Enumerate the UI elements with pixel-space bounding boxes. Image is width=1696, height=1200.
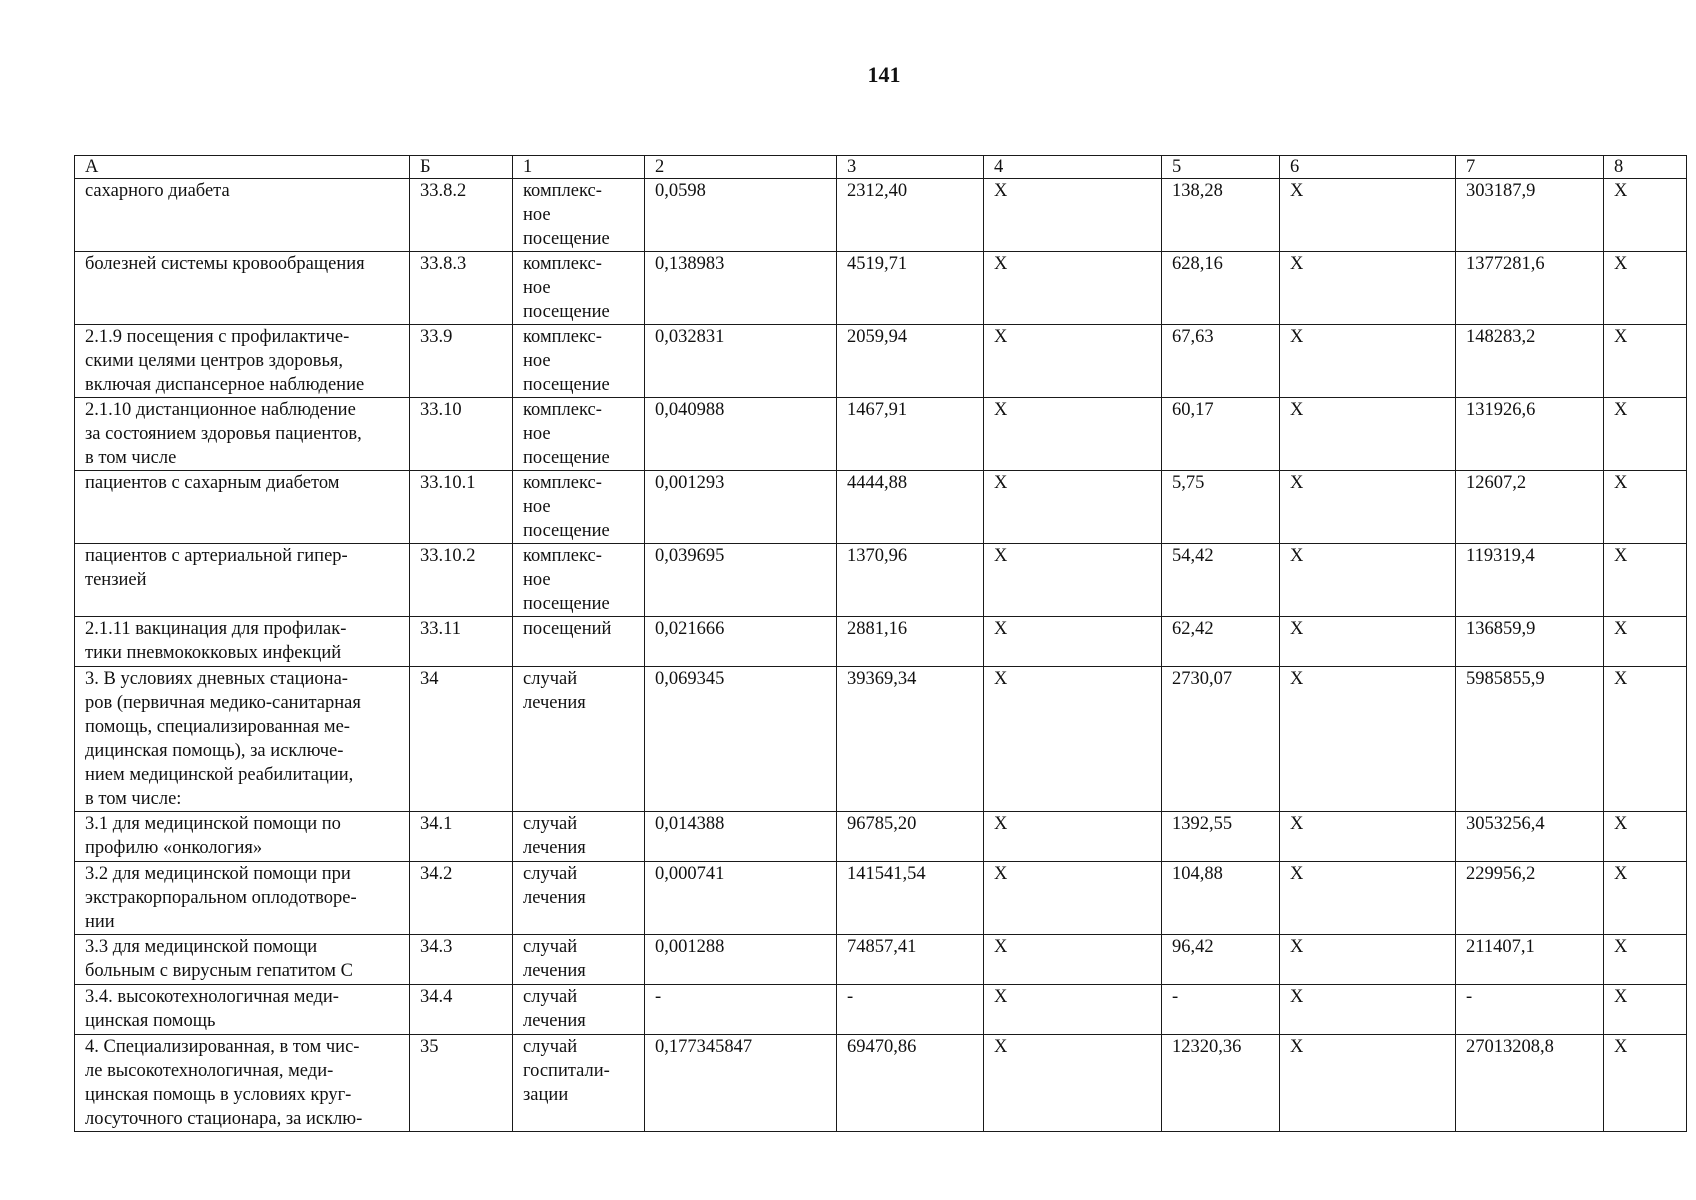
col-5-value-cell: 104,88 (1162, 862, 1280, 935)
page-number: 141 (867, 62, 901, 87)
unit-cell: комплекс- ное посещение (513, 252, 645, 325)
col-3-value-cell: 96785,20 (837, 812, 984, 862)
col-8-value-cell: X (1604, 252, 1687, 325)
indicator-name-cell: 3.2 для медицинской помощи при экстракорпоральном оплодотворе- нии (75, 862, 410, 935)
col-6-value-cell: X (1280, 544, 1456, 617)
indicator-name-cell: 3.3 для медицинской помощи больным с вирусным гепатитом С (75, 935, 410, 985)
column-header: 3 (837, 156, 984, 179)
col-2-value-cell: 0,021666 (645, 617, 837, 667)
table-row (75, 667, 1687, 812)
col-3-value-cell: 74857,41 (837, 935, 984, 985)
col-4-value-cell: X (984, 179, 1162, 252)
indicator-name-cell: пациентов с артериальной гипер- тензией (75, 544, 410, 617)
row-code-cell: 33.9 (410, 325, 513, 398)
col-7-value-cell: 136859,9 (1456, 617, 1604, 667)
col-8-value-cell: X (1604, 471, 1687, 544)
col-4-value-cell: X (984, 862, 1162, 935)
col-8-value-cell: X (1604, 985, 1687, 1035)
col-4-value-cell: X (984, 544, 1162, 617)
col-7-value-cell: 12607,2 (1456, 471, 1604, 544)
col-8-value-cell: X (1604, 667, 1687, 812)
col-5-value-cell: 5,75 (1162, 471, 1280, 544)
col-7-value-cell: 211407,1 (1456, 935, 1604, 985)
unit-cell: случай госпитали- зации (513, 1035, 645, 1132)
indicator-name-cell: болезней системы кровообращения (75, 252, 410, 325)
col-8-value-cell: X (1604, 935, 1687, 985)
col-3-value-cell: 1467,91 (837, 398, 984, 471)
col-2-value-cell: - (645, 985, 837, 1035)
row-code-cell: 33.11 (410, 617, 513, 667)
col-4-value-cell: X (984, 935, 1162, 985)
table-row (75, 617, 1687, 667)
col-6-value-cell: X (1280, 617, 1456, 667)
table-header-row (75, 156, 1687, 179)
col-2-value-cell: 0,138983 (645, 252, 837, 325)
col-5-value-cell: 2730,07 (1162, 667, 1280, 812)
col-4-value-cell: X (984, 471, 1162, 544)
table-row (75, 985, 1687, 1035)
row-code-cell: 34.1 (410, 812, 513, 862)
col-5-value-cell: 54,42 (1162, 544, 1280, 617)
table-row (75, 544, 1687, 617)
col-6-value-cell: X (1280, 1035, 1456, 1132)
col-8-value-cell: X (1604, 617, 1687, 667)
col-3-value-cell: 39369,34 (837, 667, 984, 812)
row-code-cell: 33.8.3 (410, 252, 513, 325)
col-4-value-cell: X (984, 252, 1162, 325)
col-5-value-cell: 96,42 (1162, 935, 1280, 985)
column-header: А (75, 156, 410, 179)
col-6-value-cell: X (1280, 398, 1456, 471)
col-2-value-cell: 0,000741 (645, 862, 837, 935)
col-5-value-cell: - (1162, 985, 1280, 1035)
row-code-cell: 33.8.2 (410, 179, 513, 252)
col-6-value-cell: X (1280, 812, 1456, 862)
row-code-cell: 33.10 (410, 398, 513, 471)
col-4-value-cell: X (984, 617, 1162, 667)
table-row (75, 179, 1687, 252)
col-6-value-cell: X (1280, 935, 1456, 985)
col-7-value-cell: 5985855,9 (1456, 667, 1604, 812)
unit-cell: комплекс- ное посещение (513, 471, 645, 544)
unit-cell: посещений (513, 617, 645, 667)
col-7-value-cell: 303187,9 (1456, 179, 1604, 252)
col-3-value-cell: 2312,40 (837, 179, 984, 252)
col-5-value-cell: 62,42 (1162, 617, 1280, 667)
col-4-value-cell: X (984, 398, 1162, 471)
column-header: 4 (984, 156, 1162, 179)
col-6-value-cell: X (1280, 252, 1456, 325)
row-code-cell: 34 (410, 667, 513, 812)
indicator-name-cell: 3.4. высокотехнологичная меди- цинская помощь (75, 985, 410, 1035)
row-code-cell: 34.2 (410, 862, 513, 935)
indicator-name-cell: 3. В условиях дневных стациона- ров (первичная медико-санитарная помощь, специализированная ме- дицинская помощь), за исключе- нием медицинской реабилитации, в том числе: (75, 667, 410, 812)
col-6-value-cell: X (1280, 325, 1456, 398)
col-2-value-cell: 0,177345847 (645, 1035, 837, 1132)
col-5-value-cell: 628,16 (1162, 252, 1280, 325)
col-7-value-cell: 1377281,6 (1456, 252, 1604, 325)
col-5-value-cell: 60,17 (1162, 398, 1280, 471)
col-5-value-cell: 1392,55 (1162, 812, 1280, 862)
col-6-value-cell: X (1280, 179, 1456, 252)
unit-cell: случай лечения (513, 812, 645, 862)
col-8-value-cell: X (1604, 812, 1687, 862)
col-8-value-cell: X (1604, 398, 1687, 471)
col-2-value-cell: 0,069345 (645, 667, 837, 812)
col-3-value-cell: 2059,94 (837, 325, 984, 398)
col-8-value-cell: X (1604, 544, 1687, 617)
col-2-value-cell: 0,001293 (645, 471, 837, 544)
table-row (75, 398, 1687, 471)
col-7-value-cell: 131926,6 (1456, 398, 1604, 471)
col-8-value-cell: X (1604, 179, 1687, 252)
col-4-value-cell: X (984, 812, 1162, 862)
unit-cell: комплекс- ное посещение (513, 325, 645, 398)
row-code-cell: 33.10.2 (410, 544, 513, 617)
col-6-value-cell: X (1280, 985, 1456, 1035)
col-6-value-cell: X (1280, 471, 1456, 544)
col-2-value-cell: 0,032831 (645, 325, 837, 398)
table-row (75, 471, 1687, 544)
col-3-value-cell: - (837, 985, 984, 1035)
col-4-value-cell: X (984, 1035, 1162, 1132)
column-header: 8 (1604, 156, 1687, 179)
column-header: 1 (513, 156, 645, 179)
col-6-value-cell: X (1280, 667, 1456, 812)
col-8-value-cell: X (1604, 862, 1687, 935)
column-header: 2 (645, 156, 837, 179)
col-8-value-cell: X (1604, 1035, 1687, 1132)
column-header: 5 (1162, 156, 1280, 179)
column-header: 6 (1280, 156, 1456, 179)
table-row (75, 252, 1687, 325)
col-2-value-cell: 0,0598 (645, 179, 837, 252)
col-3-value-cell: 4444,88 (837, 471, 984, 544)
col-4-value-cell: X (984, 985, 1162, 1035)
row-code-cell: 34.3 (410, 935, 513, 985)
col-8-value-cell: X (1604, 325, 1687, 398)
column-header: Б (410, 156, 513, 179)
table-body (75, 156, 1687, 1132)
col-2-value-cell: 0,040988 (645, 398, 837, 471)
table-row (75, 935, 1687, 985)
unit-cell: комплекс- ное посещение (513, 398, 645, 471)
indicator-name-cell: 2.1.10 дистанционное наблюдение за состоянием здоровья пациентов, в том числе (75, 398, 410, 471)
unit-cell: комплекс- ное посещение (513, 179, 645, 252)
indicator-name-cell: 2.1.9 посещения с профилактиче- скими целями центров здоровья, включая диспансерное наблюдение (75, 325, 410, 398)
column-header: 7 (1456, 156, 1604, 179)
table-row (75, 1035, 1687, 1132)
col-2-value-cell: 0,001288 (645, 935, 837, 985)
unit-cell: случай лечения (513, 985, 645, 1035)
col-4-value-cell: X (984, 667, 1162, 812)
col-2-value-cell: 0,014388 (645, 812, 837, 862)
col-3-value-cell: 1370,96 (837, 544, 984, 617)
indicator-name-cell: 3.1 для медицинской помощи по профилю «онкология» (75, 812, 410, 862)
unit-cell: случай лечения (513, 935, 645, 985)
table-row (75, 325, 1687, 398)
col-3-value-cell: 2881,16 (837, 617, 984, 667)
unit-cell: комплекс- ное посещение (513, 544, 645, 617)
col-5-value-cell: 138,28 (1162, 179, 1280, 252)
row-code-cell: 34.4 (410, 985, 513, 1035)
col-7-value-cell: 229956,2 (1456, 862, 1604, 935)
col-4-value-cell: X (984, 325, 1162, 398)
data-table (74, 155, 1687, 1132)
unit-cell: случай лечения (513, 667, 645, 812)
col-7-value-cell: 3053256,4 (1456, 812, 1604, 862)
col-7-value-cell: - (1456, 985, 1604, 1035)
row-code-cell: 35 (410, 1035, 513, 1132)
indicator-name-cell: 4. Специализированная, в том чис- ле высокотехнологичная, меди- цинская помощь в условиях круг- лосуточного стационара, за исклю- (75, 1035, 410, 1132)
indicator-name-cell: пациентов с сахарным диабетом (75, 471, 410, 544)
row-code-cell: 33.10.1 (410, 471, 513, 544)
col-6-value-cell: X (1280, 862, 1456, 935)
col-3-value-cell: 4519,71 (837, 252, 984, 325)
unit-cell: случай лечения (513, 862, 645, 935)
col-5-value-cell: 12320,36 (1162, 1035, 1280, 1132)
col-7-value-cell: 148283,2 (1456, 325, 1604, 398)
col-7-value-cell: 119319,4 (1456, 544, 1604, 617)
col-5-value-cell: 67,63 (1162, 325, 1280, 398)
col-7-value-cell: 27013208,8 (1456, 1035, 1604, 1132)
col-2-value-cell: 0,039695 (645, 544, 837, 617)
col-3-value-cell: 69470,86 (837, 1035, 984, 1132)
indicator-name-cell: 2.1.11 вакцинация для профилак- тики пневмококковых инфекций (75, 617, 410, 667)
table-row (75, 862, 1687, 935)
col-3-value-cell: 141541,54 (837, 862, 984, 935)
indicator-name-cell: сахарного диабета (75, 179, 410, 252)
table-row (75, 812, 1687, 862)
